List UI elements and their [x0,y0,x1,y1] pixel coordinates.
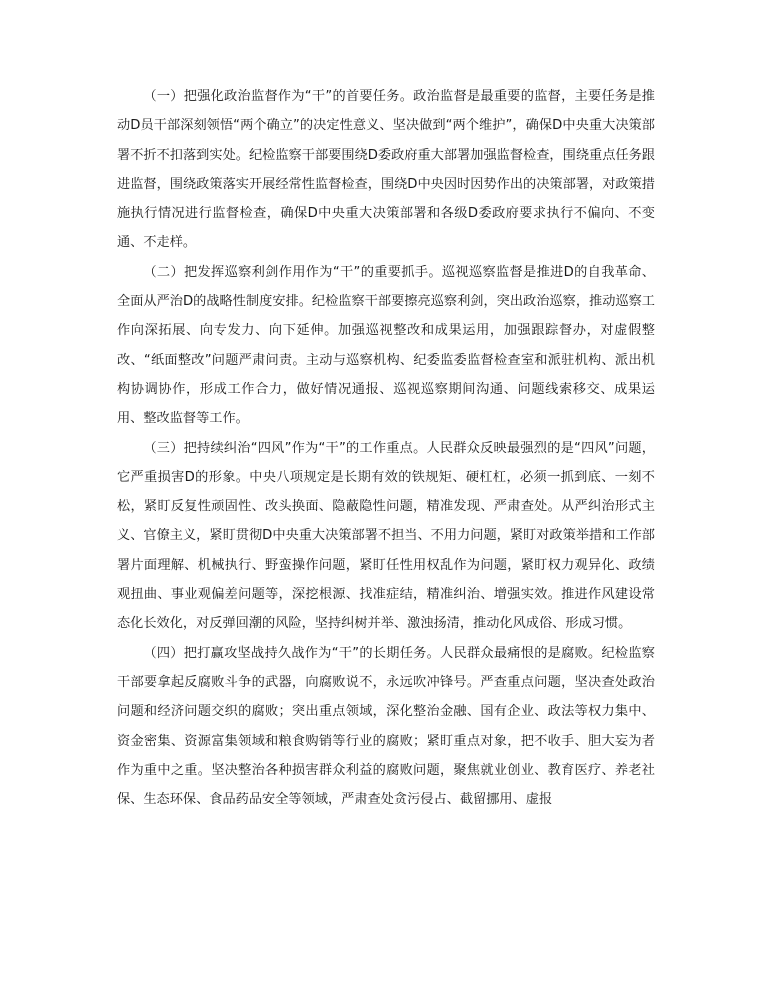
paragraph-four-winds: （三）把持续纠治“四风”作为“干”的工作重点。人民群众反映最强烈的是“四风”问题，它严重损害D的形象。中央八项规定是长期有效的铁规矩、硬杠杠，必须一抓到底、一刻不松，紧盯反复性顽固性、改头换面、隐蔽隐性问题，精准发现、严肃查处。从严纠治形式主义、官僚主义，紧盯贯彻D中央重大决策部署不担当、不用力问题，紧盯对政策举措和工作部署片面理解、机械执行、野蛮操作问题，紧盯任性用权乱作为问题，紧盯权力观异化、政绩观扭曲、事业观偏差问题等，深挖根源、找准症结，精准纠治、增强实效。推进作风建设常态化长效化，对反弹回潮的风险，坚持纠树并举、激浊扬清，推动化风成俗、形成习惯。 [117,440,655,632]
paragraph-anti-corruption: （四）把打赢攻坚战持久战作为“干”的长期任务。人民群众最痛恨的是腐败。纪检监察干部要拿起反腐败斗争的武器，向腐败说不，永远吹冲锋号。严查重点问题，坚决查处政治问题和经济问题交织的腐败；突出重点领域，深化整治金融、国有企业、政法等权力集中、资金密集、资源富集领域和粮食购销等行业的腐败；紧盯重点对象，把不收手、胆大妄为者作为重中之重。坚决整治各种损害群众利益的腐败问题，聚焦就业创业、教育医疗、养老社保、生态环保、食品药品安全等领域，严肃查处贪污侵占、截留挪用、虚报 [117,645,655,808]
paragraph-political-supervision: （一）把强化政治监督作为“干”的首要任务。政治监督是最重要的监督，主要任务是推动D员干部深刻领悟“两个确立”的决定性意义、坚决做到“两个维护”，确保D中央重大决策部署不折不扣落到实处。纪检监察干部要围绕D委政府重大部署加强监督检查，围绕重点任务跟进监督，围绕政策落实开展经常性监督检查，围绕D中央因时因势作出的决策部署，对政策措施执行情况进行监督检查，确保D中央重大决策部署和各级D委政府要求执行不偏向、不变通、不走样。 [117,89,655,251]
document-body [117,82,655,814]
paragraph-inspection-sword: （二）把发挥巡察利剑作用作为“干”的重要抓手。巡视巡察监督是推进D的自我革命、全面从严治D的战略性制度安排。纪检监察干部要擦亮巡察利剑，突出政治巡察，推动巡察工作向深拓展、向专发力、向下延伸。加强巡视整改和成果运用，加强跟踪督办，对虚假整改、“纸面整改”问题严肃问责。主动与巡察机构、纪委监委监督检查室和派驻机构、派出机构协调协作，形成工作合力，做好情况通报、巡视巡察期间沟通、问题线索移交、成果运用、整改监督等工作。 [117,264,655,427]
